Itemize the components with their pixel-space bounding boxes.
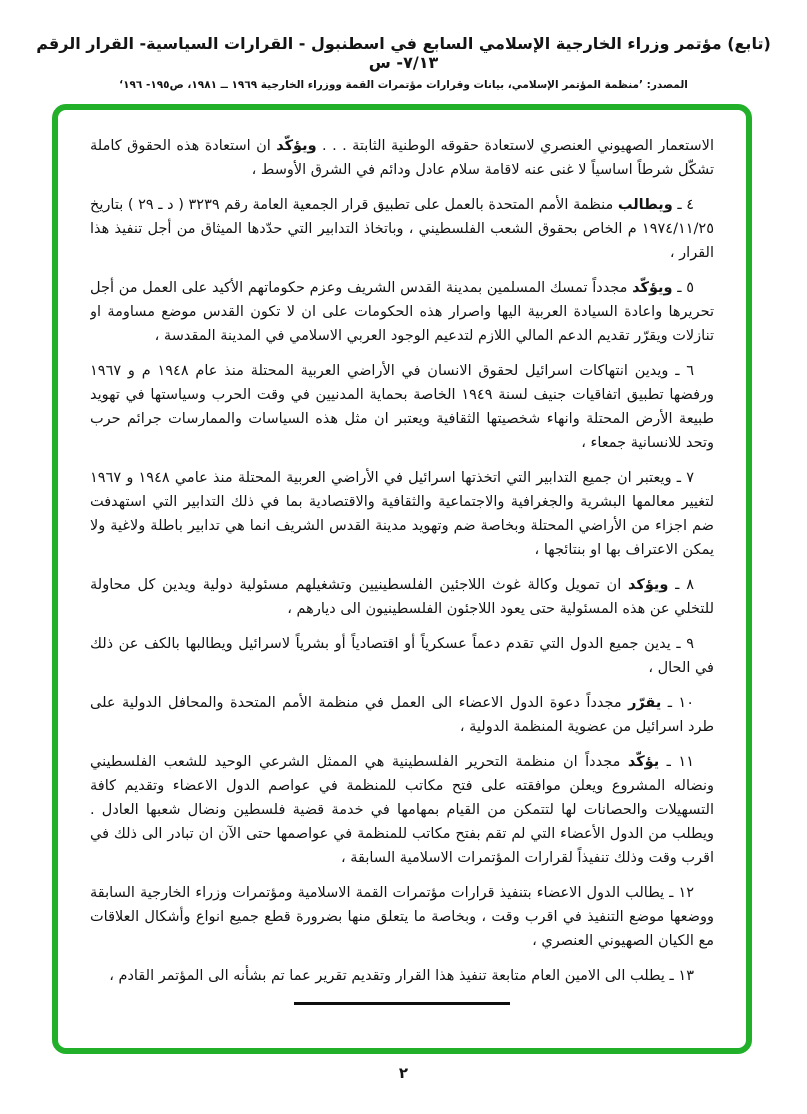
resolution-body	[90, 134, 714, 1038]
paragraph-clause-13: ١٣ ـ يطلب الى الامين العام متابعة تنفيذ هذا القرار وتقديم تقرير عما تم بشأنه الى المؤتمر القادم ،	[109, 968, 694, 984]
paragraph-clause-8: ٨ ـ ويؤكد ان تمويل وكالة غوث اللاجئين الفلسطينيين وتشغيلهم مسئولية دولية ويدين كل محاولة للتخلي عن هذه المسئولية حتى يعود اللاجئون الفلسطينيون الى ديارهم ،	[90, 577, 714, 617]
paragraph-clause-11: ١١ ـ يؤكّد مجدداً ان منظمة التحرير الفلسطينية هي الممثل الشرعي الوحيد للشعب الفلسطيني ونضاله المشروع ويعلن موافقته على فتح مكاتب للمنظمة في عواصم الدول الاعضاء وتقديم كافة التسهيلات والحصانات لها لتتمكن من القيام بمهامها في خدمة قضية فلسطين ونضال شعبها العادل . ويطلب من الدول الأعضاء التي لم تقم بفتح مكاتب للمنظمة في عواصمها حتى الآن ان تبادر الى ذلك في اقرب وقت وذلك تنفيذاً لقرارات المؤتمرات الاسلامية السابقة ،	[90, 754, 714, 866]
paragraph-clause-6: ٦ ـ ويدين انتهاكات اسرائيل لحقوق الانسان في الأراضي العربية المحتلة منذ عام ١٩٤٨ م و ١٩٦٧ ورفضها تطبيق اتفاقيات جنيف لسنة ١٩٤٩ الخاصة بحماية المدنيين في وقت الحرب وسياستها في تهويد طبيعة الأرض المحتلة وانهاء شخصيتها الثقافية ويعتبر ان مثل هذه السياسات والممارسات جرائم حرب وتحد للانسانية جمعاء ،	[90, 363, 714, 451]
paragraph-clause-7: ٧ ـ ويعتبر ان جميع التدابير التي اتخذتها اسرائيل في الأراضي العربية المحتلة منذ عامي ١٩٤٨ و ١٩٦٧ لتغيير معالمها البشرية والجغرافية والاجتماعية والثقافية والاقتصادية بما في ذلك التدابير التي استهدفت ضم اجزاء من الأراضي المحتلة وبخاصة ضم وتهويد مدينة القدس الشريف انما هي تدابير باطلة ولاغية ولا يمكن الاعتراف بها او بنتائجها ،	[90, 470, 714, 558]
end-divider	[294, 1002, 510, 1005]
page-header	[20, 34, 787, 91]
paragraph-intro-continuation: الاستعمار الصهيوني العنصري لاستعادة حقوقه الوطنية الثابتة . . . ويؤكّد ان استعادة هذه الحقوق كاملة تشكّل شرطاً اساسياً لا غنى عنه لاقامة سلام عادل ودائم في الشرق الأوسط ،	[90, 138, 714, 178]
paragraph-clause-9: ٩ ـ يدين جميع الدول التي تقدم دعماً عسكرياً أو اقتصادياً أو بشرياً لاسرائيل ويطالبها بالكف عن ذلك في الحال ،	[90, 636, 714, 676]
paragraph-clause-12: ١٢ ـ يطالب الدول الاعضاء بتنفيذ قرارات مؤتمرات القمة الاسلامية ومؤتمرات وزراء الخارجية السابقة ووضعها موضع التنفيذ في اقرب وقت ، وبخاصة ما يتعلق منها بضرورة قطع جميع انواع وأشكال العلاقات مع الكيان الصهيوني العنصري ،	[90, 885, 714, 949]
paragraph-clause-10: ١٠ ـ يقرّر مجدداً دعوة الدول الاعضاء الى العمل في منظمة الأمم المتحدة والمحافل الدولية على طرد اسرائيل من عضوية المنظمة الدولية ،	[90, 695, 714, 735]
paragraph-clause-5: ٥ ـ ويؤكّد مجدداً تمسك المسلمين بمدينة القدس الشريف وعزم حكوماتهم الأكيد على العمل من أجل تحريرها واعادة السيادة العربية اليها واصرار هذه الحكومات على ان لا تكون القدس موضع مساومة او تنازلات ويقرّر تقديم الدعم المالي اللازم لتدعيم الوجود العربي الاسلامي في المدينة المقدسة ،	[90, 280, 714, 344]
header-source: المصدر: ’منظمة المؤتمر الإسلامي، بيانات وقرارات مؤتمرات القمة ووزراء الخارجية ١٩٦٩ ــ ١٩٨١، ص١٩٥- ١٩٦‘	[119, 79, 688, 91]
paragraph-clause-4: ٤ ـ ويطالب منظمة الأمم المتحدة بالعمل على تطبيق قرار الجمعية العامة رقم ٣٢٣٩ ( د ـ ٢٩ ) بتاريخ ١٩٧٤/١١/٢٥ م الخاص بحقوق الشعب الفلسطيني ، وباتخاذ التدابير التي حدّدها الميثاق من أجل تنفيذ هذا القرار ،	[90, 197, 714, 261]
header-title: (تابع) مؤتمر وزراء الخارجية الإسلامي السابع في اسطنبول - القرارات السياسية- القرار الرقم ٧/١٣- س	[36, 34, 771, 72]
green-frame	[52, 104, 752, 1054]
page-number: ٢	[398, 1064, 409, 1082]
